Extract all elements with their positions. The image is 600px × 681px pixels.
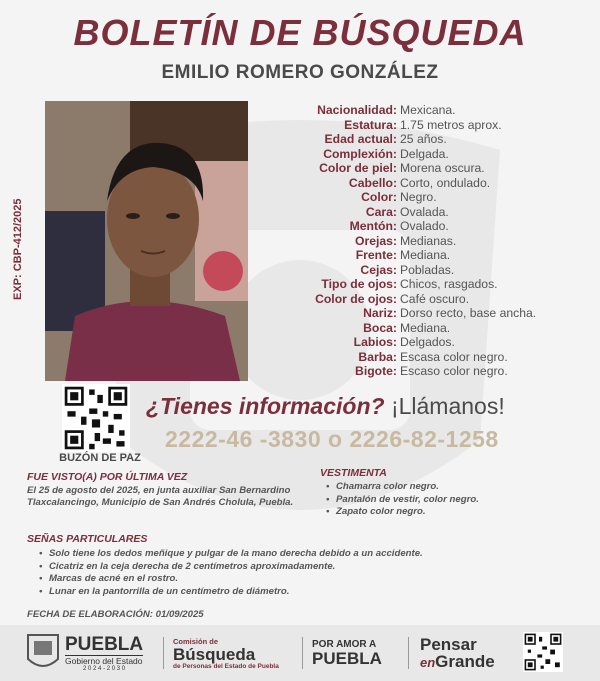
detail-label: Cejas: bbox=[360, 262, 397, 277]
detail-label: Complexión: bbox=[323, 146, 397, 161]
detail-value: Escasa color negro. bbox=[400, 349, 508, 364]
detail-row bbox=[290, 219, 590, 234]
photo-illustration bbox=[45, 101, 248, 381]
puebla-shield-icon bbox=[26, 633, 60, 673]
detail-label: Nariz: bbox=[363, 306, 397, 320]
buzon-de-paz-label: BUZÓN DE PAZ bbox=[59, 452, 141, 464]
case-number: EXP: CBP-412/2025 bbox=[12, 198, 24, 300]
missing-person-photo bbox=[45, 101, 248, 381]
mark-item: • Solo tiene los dedos meñique y pulgar de la mano derecha debido a un accidente. bbox=[39, 548, 587, 561]
detail-row bbox=[290, 292, 590, 307]
detail-value: Mexicana. bbox=[400, 103, 456, 117]
detail-label: Boca: bbox=[363, 320, 397, 335]
footer-divider bbox=[302, 637, 303, 669]
puebla-text: PUEBLA bbox=[312, 649, 382, 668]
comision-text: Comisión de bbox=[173, 636, 219, 646]
detail-value: 1.75 metros aprox. bbox=[400, 117, 502, 132]
call-us-text: ¡Llámanos! bbox=[390, 393, 505, 419]
phone-numbers bbox=[165, 426, 499, 453]
detail-row bbox=[290, 132, 590, 147]
qr-code[interactable] bbox=[62, 384, 130, 452]
puebla-logo-text: PUEBLA bbox=[65, 633, 144, 655]
distinguishing-marks-heading: SEÑAS PARTICULARES bbox=[27, 533, 148, 545]
detail-label: Mentón: bbox=[349, 219, 397, 233]
clothing-section bbox=[320, 467, 580, 519]
detail-value: Ovalado. bbox=[400, 219, 449, 233]
detail-row bbox=[290, 321, 590, 336]
detail-value: Mediana. bbox=[400, 248, 451, 262]
last-seen-section bbox=[27, 471, 297, 508]
bulletin-title: BOLETÍN DE BÚSQUEDA bbox=[73, 12, 527, 53]
info-prompt bbox=[146, 393, 586, 420]
gobierno-text: Gobierno del Estado bbox=[65, 655, 143, 666]
detail-row bbox=[290, 364, 590, 379]
por-amor-text: POR AMOR A bbox=[312, 639, 377, 650]
mark-item: • Cicatriz en la ceja derecha de 2 centímetros aproximadamente. bbox=[39, 561, 587, 574]
mark-item: • Lunar en la pantorrilla de un centímetro de diámetro. bbox=[39, 586, 587, 599]
por-amor-a-puebla-logo bbox=[312, 625, 382, 681]
detail-row bbox=[290, 205, 590, 220]
detail-value: Negro. bbox=[400, 190, 437, 204]
detail-label: Tipo de ojos: bbox=[321, 277, 397, 291]
clothing-heading: VESTIMENTA bbox=[320, 467, 387, 479]
info-question: ¿Tienes información? bbox=[146, 393, 385, 419]
detail-label: Edad actual: bbox=[324, 132, 397, 146]
detail-row bbox=[290, 234, 590, 249]
detail-label: Cara: bbox=[365, 204, 397, 219]
detail-row bbox=[290, 248, 590, 263]
detail-row bbox=[290, 306, 590, 321]
detail-label: Frente: bbox=[355, 248, 397, 262]
footer-qr-code[interactable] bbox=[523, 632, 563, 672]
last-seen-text: El 25 de agosto del 2025, en junta auxiliar San Bernardino Tlaxcalancingo, Municipio de San Andrés Cholula, Puebla. bbox=[27, 485, 294, 508]
grande-text: Grande bbox=[435, 651, 495, 671]
detail-label: Barba: bbox=[358, 349, 397, 364]
detail-row bbox=[290, 103, 590, 118]
clothing-item: • Pantalón de vestir, color negro. bbox=[326, 494, 580, 507]
detail-row bbox=[290, 161, 590, 176]
detail-label: Estatura: bbox=[344, 117, 397, 132]
detail-value: Corto, ondulado. bbox=[400, 175, 491, 190]
footer-divider bbox=[163, 637, 164, 669]
distinguishing-marks-list bbox=[27, 548, 587, 598]
detail-value: Dorso recto, base ancha. bbox=[400, 306, 537, 320]
pensar-en-grande-logo bbox=[420, 625, 495, 681]
detail-row bbox=[290, 190, 590, 205]
detail-value: Ovalada. bbox=[400, 204, 449, 219]
detail-label: Nacionalidad: bbox=[317, 103, 397, 117]
comision-busqueda-logo bbox=[173, 625, 279, 681]
detail-value: 25 años. bbox=[400, 132, 447, 146]
detail-label: Color de piel: bbox=[319, 161, 397, 175]
detail-value: Escaso color negro. bbox=[400, 364, 508, 378]
clothing-list bbox=[320, 481, 580, 519]
physical-description bbox=[290, 103, 590, 379]
detail-value: Medianas. bbox=[400, 233, 457, 248]
last-seen-heading: FUE VISTO(A) POR ÚLTIMA VEZ bbox=[27, 471, 188, 483]
missing-person-name: EMILIO ROMERO GONZÁLEZ bbox=[161, 62, 439, 83]
gobierno-years: 2 0 2 4 - 2 0 3 0 bbox=[83, 665, 126, 672]
busqueda-text: Búsqueda bbox=[173, 644, 256, 664]
detail-row bbox=[290, 263, 590, 278]
footer-divider bbox=[408, 637, 409, 669]
mark-item: • Marcas de acné en el rostro. bbox=[39, 573, 587, 586]
detail-row bbox=[290, 147, 590, 162]
detail-value: Mediana. bbox=[400, 320, 451, 335]
detail-value: Pobladas. bbox=[400, 262, 455, 277]
detail-row bbox=[290, 176, 590, 191]
distinguishing-marks-section bbox=[27, 533, 587, 598]
detail-label: Color: bbox=[361, 190, 397, 204]
clothing-item: • Zapato color negro. bbox=[326, 506, 580, 519]
puebla-government-logo bbox=[26, 625, 143, 681]
detail-label: Orejas: bbox=[354, 233, 397, 248]
en-text: en bbox=[420, 654, 436, 670]
detail-value: Delgada. bbox=[400, 146, 449, 161]
phone-number-2[interactable]: 2226-82-1258 bbox=[349, 426, 499, 452]
footer-logos bbox=[0, 625, 600, 681]
detail-row bbox=[290, 277, 590, 292]
detail-label: Color de ojos: bbox=[315, 291, 397, 306]
detail-label: Labios: bbox=[353, 335, 397, 349]
detail-row bbox=[290, 350, 590, 365]
detail-row bbox=[290, 118, 590, 133]
detail-value: Café oscuro. bbox=[400, 291, 470, 306]
detail-row bbox=[290, 335, 590, 350]
detail-label: Cabello: bbox=[348, 175, 397, 190]
detail-value: Delgados. bbox=[400, 335, 455, 349]
busqueda-subtitle: de Personas del Estado de Puebla bbox=[173, 662, 279, 670]
phone-or: o bbox=[328, 426, 343, 452]
pensar-text: Pensar bbox=[420, 634, 477, 654]
detail-label: Bigote: bbox=[355, 364, 397, 378]
creation-date: FECHA DE ELABORACIÓN: 01/09/2025 bbox=[27, 609, 204, 620]
clothing-item: • Chamarra color negro. bbox=[326, 481, 580, 494]
detail-value: Chicos, rasgados. bbox=[400, 277, 498, 291]
phone-number-1[interactable]: 2222-46 -3830 bbox=[165, 426, 322, 452]
detail-value: Morena oscura. bbox=[400, 161, 485, 175]
